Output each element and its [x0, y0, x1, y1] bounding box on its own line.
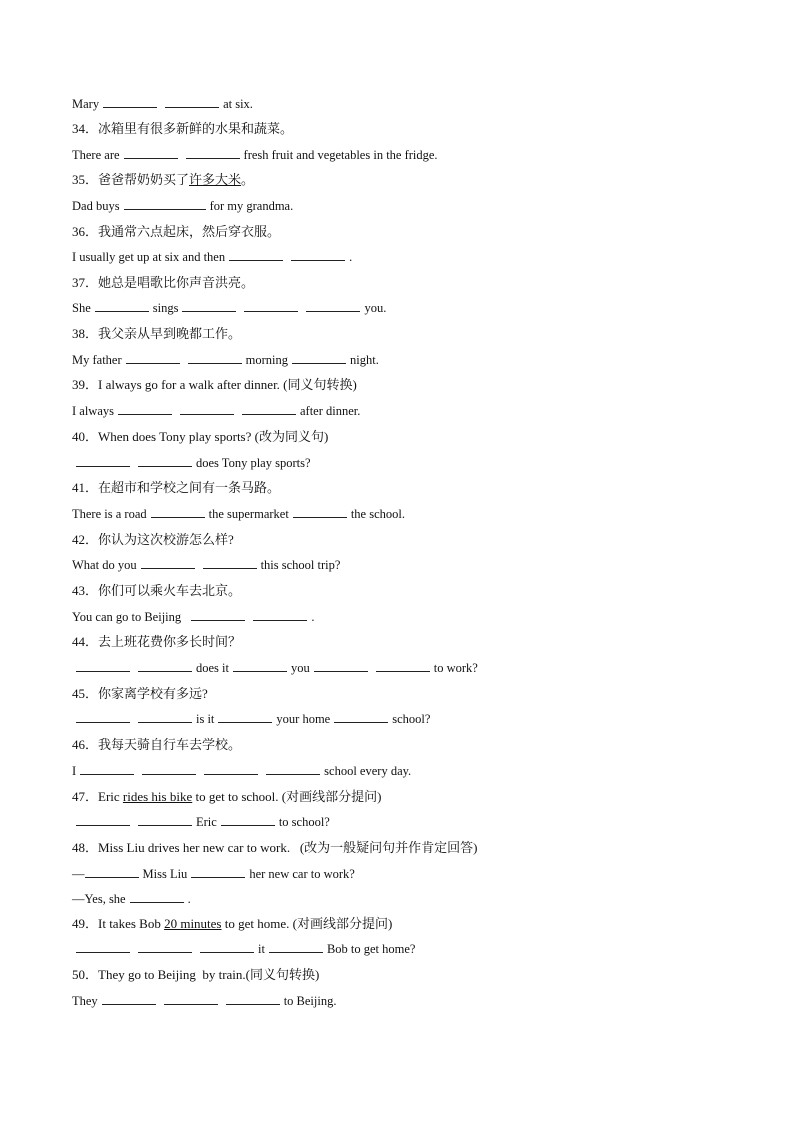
line-text: 40．When does Tony play sports? (改为同义句)	[72, 429, 329, 444]
question-line	[72, 840, 477, 856]
answer-blank[interactable]	[103, 96, 157, 108]
line-text: 43．你们可以乘火车去北京。	[72, 583, 242, 598]
line-text: to school?	[278, 815, 330, 829]
answer-blank[interactable]	[85, 866, 139, 878]
line-text: at six.	[223, 97, 253, 111]
answer-blank[interactable]	[76, 814, 130, 826]
answer-blank[interactable]	[204, 763, 258, 775]
answer-line	[72, 557, 340, 573]
line-text: 34．冰箱里有很多新鲜的水果和蔬菜。	[72, 121, 294, 136]
line-text: to get home. (对画线部分提问)	[221, 916, 393, 931]
line-text: 45．你家离学校有多远?	[72, 686, 208, 701]
answer-blank[interactable]	[180, 403, 234, 415]
answer-blank[interactable]	[334, 711, 388, 723]
line-text: 37．她总是唱歌比你声音洪亮。	[72, 275, 255, 290]
line-text: night.	[350, 353, 379, 367]
question-line	[72, 275, 254, 291]
answer-line	[72, 993, 336, 1009]
answer-blank[interactable]	[314, 660, 368, 672]
line-text: it	[258, 942, 265, 956]
answer-blank[interactable]	[138, 711, 192, 723]
answer-line	[72, 147, 438, 163]
answer-blank[interactable]	[218, 711, 272, 723]
line-text: this school trip?	[260, 558, 341, 572]
answer-blank[interactable]	[229, 249, 283, 261]
line-text: I usually get up at six and then	[72, 250, 226, 264]
answer-line	[72, 403, 360, 419]
line-text: to Beijing.	[283, 994, 337, 1008]
line-text: You can go to Beijing	[72, 610, 188, 624]
line-text: after dinner.	[300, 404, 361, 418]
line-text: sings	[152, 301, 179, 315]
answer-blank[interactable]	[76, 660, 130, 672]
line-text: 47．Eric	[72, 789, 123, 804]
answer-line	[72, 609, 315, 625]
answer-blank[interactable]	[141, 557, 195, 569]
answer-line	[72, 711, 430, 727]
answer-line	[72, 249, 352, 265]
answer-blank[interactable]	[138, 941, 192, 953]
line-text: Dad buys	[72, 199, 120, 213]
line-text: 38．我父亲从早到晚都工作。	[72, 326, 242, 341]
answer-blank[interactable]	[233, 660, 287, 672]
answer-blank[interactable]	[253, 609, 307, 621]
line-text: I always	[72, 404, 114, 418]
answer-blank[interactable]	[118, 403, 172, 415]
line-text: 44．去上班花费你多长时间？	[72, 634, 242, 649]
line-text: you	[290, 661, 310, 675]
answer-blank[interactable]	[126, 352, 180, 364]
question-line	[72, 916, 392, 932]
line-text: Mary	[72, 97, 100, 111]
line-text: —	[72, 867, 85, 881]
line-text: fresh fruit and vegetables in the fridge.	[243, 148, 438, 162]
answer-blank[interactable]	[191, 609, 245, 621]
answer-blank[interactable]	[266, 763, 320, 775]
question-line	[72, 480, 280, 496]
line-text: the school.	[350, 507, 405, 521]
line-text: does it	[196, 661, 229, 675]
line-text: for my grandma.	[209, 199, 294, 213]
line-text: morning	[245, 353, 288, 367]
answer-line	[72, 506, 405, 522]
answer-line	[72, 941, 415, 957]
line-text: Eric	[196, 815, 217, 829]
line-text: 36．我通常六点起床，然后穿衣服。	[72, 224, 281, 239]
line-text: to get to school. (对画线部分提问)	[192, 789, 382, 804]
answer-blank[interactable]	[242, 403, 296, 415]
answer-blank[interactable]	[76, 711, 130, 723]
line-text: school every day.	[324, 764, 412, 778]
underlined-text: 20 minutes	[164, 916, 222, 931]
answer-blank[interactable]	[306, 300, 360, 312]
question-line	[72, 121, 293, 137]
question-line	[72, 429, 328, 445]
question-line	[72, 377, 357, 393]
line-text: her new car to work?	[249, 867, 355, 881]
answer-line	[72, 96, 253, 112]
answer-line	[72, 198, 293, 214]
answer-blank[interactable]	[221, 814, 275, 826]
line-text: is it	[196, 712, 215, 726]
question-line	[72, 789, 381, 805]
answer-line	[72, 763, 411, 779]
answer-blank[interactable]	[130, 891, 184, 903]
answer-blank[interactable]	[164, 993, 218, 1005]
answer-line	[72, 300, 386, 316]
answer-blank[interactable]	[200, 941, 254, 953]
answer-blank[interactable]	[186, 147, 240, 159]
answer-line	[72, 866, 355, 882]
line-text: I	[72, 764, 77, 778]
answer-blank[interactable]	[188, 352, 242, 364]
line-text: —Yes, she	[72, 892, 126, 906]
answer-blank[interactable]	[291, 249, 345, 261]
line-text: She	[72, 301, 91, 315]
line-text: .	[187, 892, 191, 906]
line-text: does Tony play sports?	[196, 456, 311, 470]
question-line	[72, 532, 234, 548]
line-text: 41．在超市和学校之间有一条马路。	[72, 480, 281, 495]
answer-line	[72, 660, 478, 676]
answer-blank[interactable]	[124, 198, 206, 210]
line-text: Miss Liu	[142, 867, 188, 881]
answer-blank[interactable]	[203, 557, 257, 569]
answer-blank[interactable]	[142, 763, 196, 775]
answer-blank[interactable]	[244, 300, 298, 312]
answer-blank[interactable]	[138, 814, 192, 826]
answer-blank[interactable]	[151, 506, 205, 518]
underlined-text: 许多大米	[189, 172, 242, 187]
question-line	[72, 172, 254, 188]
line-text: They	[72, 994, 98, 1008]
answer-blank[interactable]	[376, 660, 430, 672]
line-text: What do you	[72, 558, 137, 572]
answer-blank[interactable]	[102, 993, 156, 1005]
answer-line	[72, 891, 191, 907]
answer-blank[interactable]	[191, 866, 245, 878]
answer-blank[interactable]	[138, 455, 192, 467]
answer-blank[interactable]	[124, 147, 178, 159]
line-text: you.	[364, 301, 387, 315]
line-text: your home	[276, 712, 331, 726]
answer-blank[interactable]	[226, 993, 280, 1005]
line-text: 48．Miss Liu drives her new car to work. (改为一般疑问句并作肯定回答)	[72, 840, 478, 855]
answer-blank[interactable]	[182, 300, 236, 312]
answer-blank[interactable]	[80, 763, 134, 775]
question-line	[72, 737, 241, 753]
line-text: .	[349, 250, 353, 264]
line-text: Bob to get home?	[326, 942, 416, 956]
answer-line	[72, 814, 330, 830]
answer-blank[interactable]	[292, 352, 346, 364]
question-line	[72, 583, 241, 599]
question-line	[72, 224, 280, 240]
question-line	[72, 326, 241, 342]
answer-blank[interactable]	[165, 96, 219, 108]
line-text: 39．I always go for a walk after dinner. (同义句转换)	[72, 377, 357, 392]
line-text: 50．They go to Beijing by train.(同义句转换)	[72, 967, 320, 982]
answer-line	[72, 352, 379, 368]
answer-blank[interactable]	[269, 941, 323, 953]
line-text: 42．你认为这次校游怎么样?	[72, 532, 234, 547]
answer-blank[interactable]	[76, 941, 130, 953]
line-text: the supermarket	[208, 507, 289, 521]
line-text: 46．我每天骑自行车去学校。	[72, 737, 242, 752]
line-text: My father	[72, 353, 122, 367]
line-text: There is a road	[72, 507, 147, 521]
question-line	[72, 634, 241, 650]
line-text: 49．It takes Bob	[72, 916, 165, 931]
answer-line	[72, 455, 311, 471]
line-text: There are	[72, 148, 120, 162]
line-text: .	[311, 610, 315, 624]
answer-blank[interactable]	[76, 455, 130, 467]
answer-blank[interactable]	[293, 506, 347, 518]
line-text: school?	[392, 712, 431, 726]
answer-blank[interactable]	[95, 300, 149, 312]
line-text: 35．爸爸帮奶奶买了	[72, 172, 190, 187]
answer-blank[interactable]	[138, 660, 192, 672]
line-text: to work?	[433, 661, 478, 675]
question-line	[72, 967, 319, 983]
question-line	[72, 686, 208, 702]
line-text: 。	[241, 172, 255, 187]
underlined-text: rides his bike	[122, 789, 193, 804]
